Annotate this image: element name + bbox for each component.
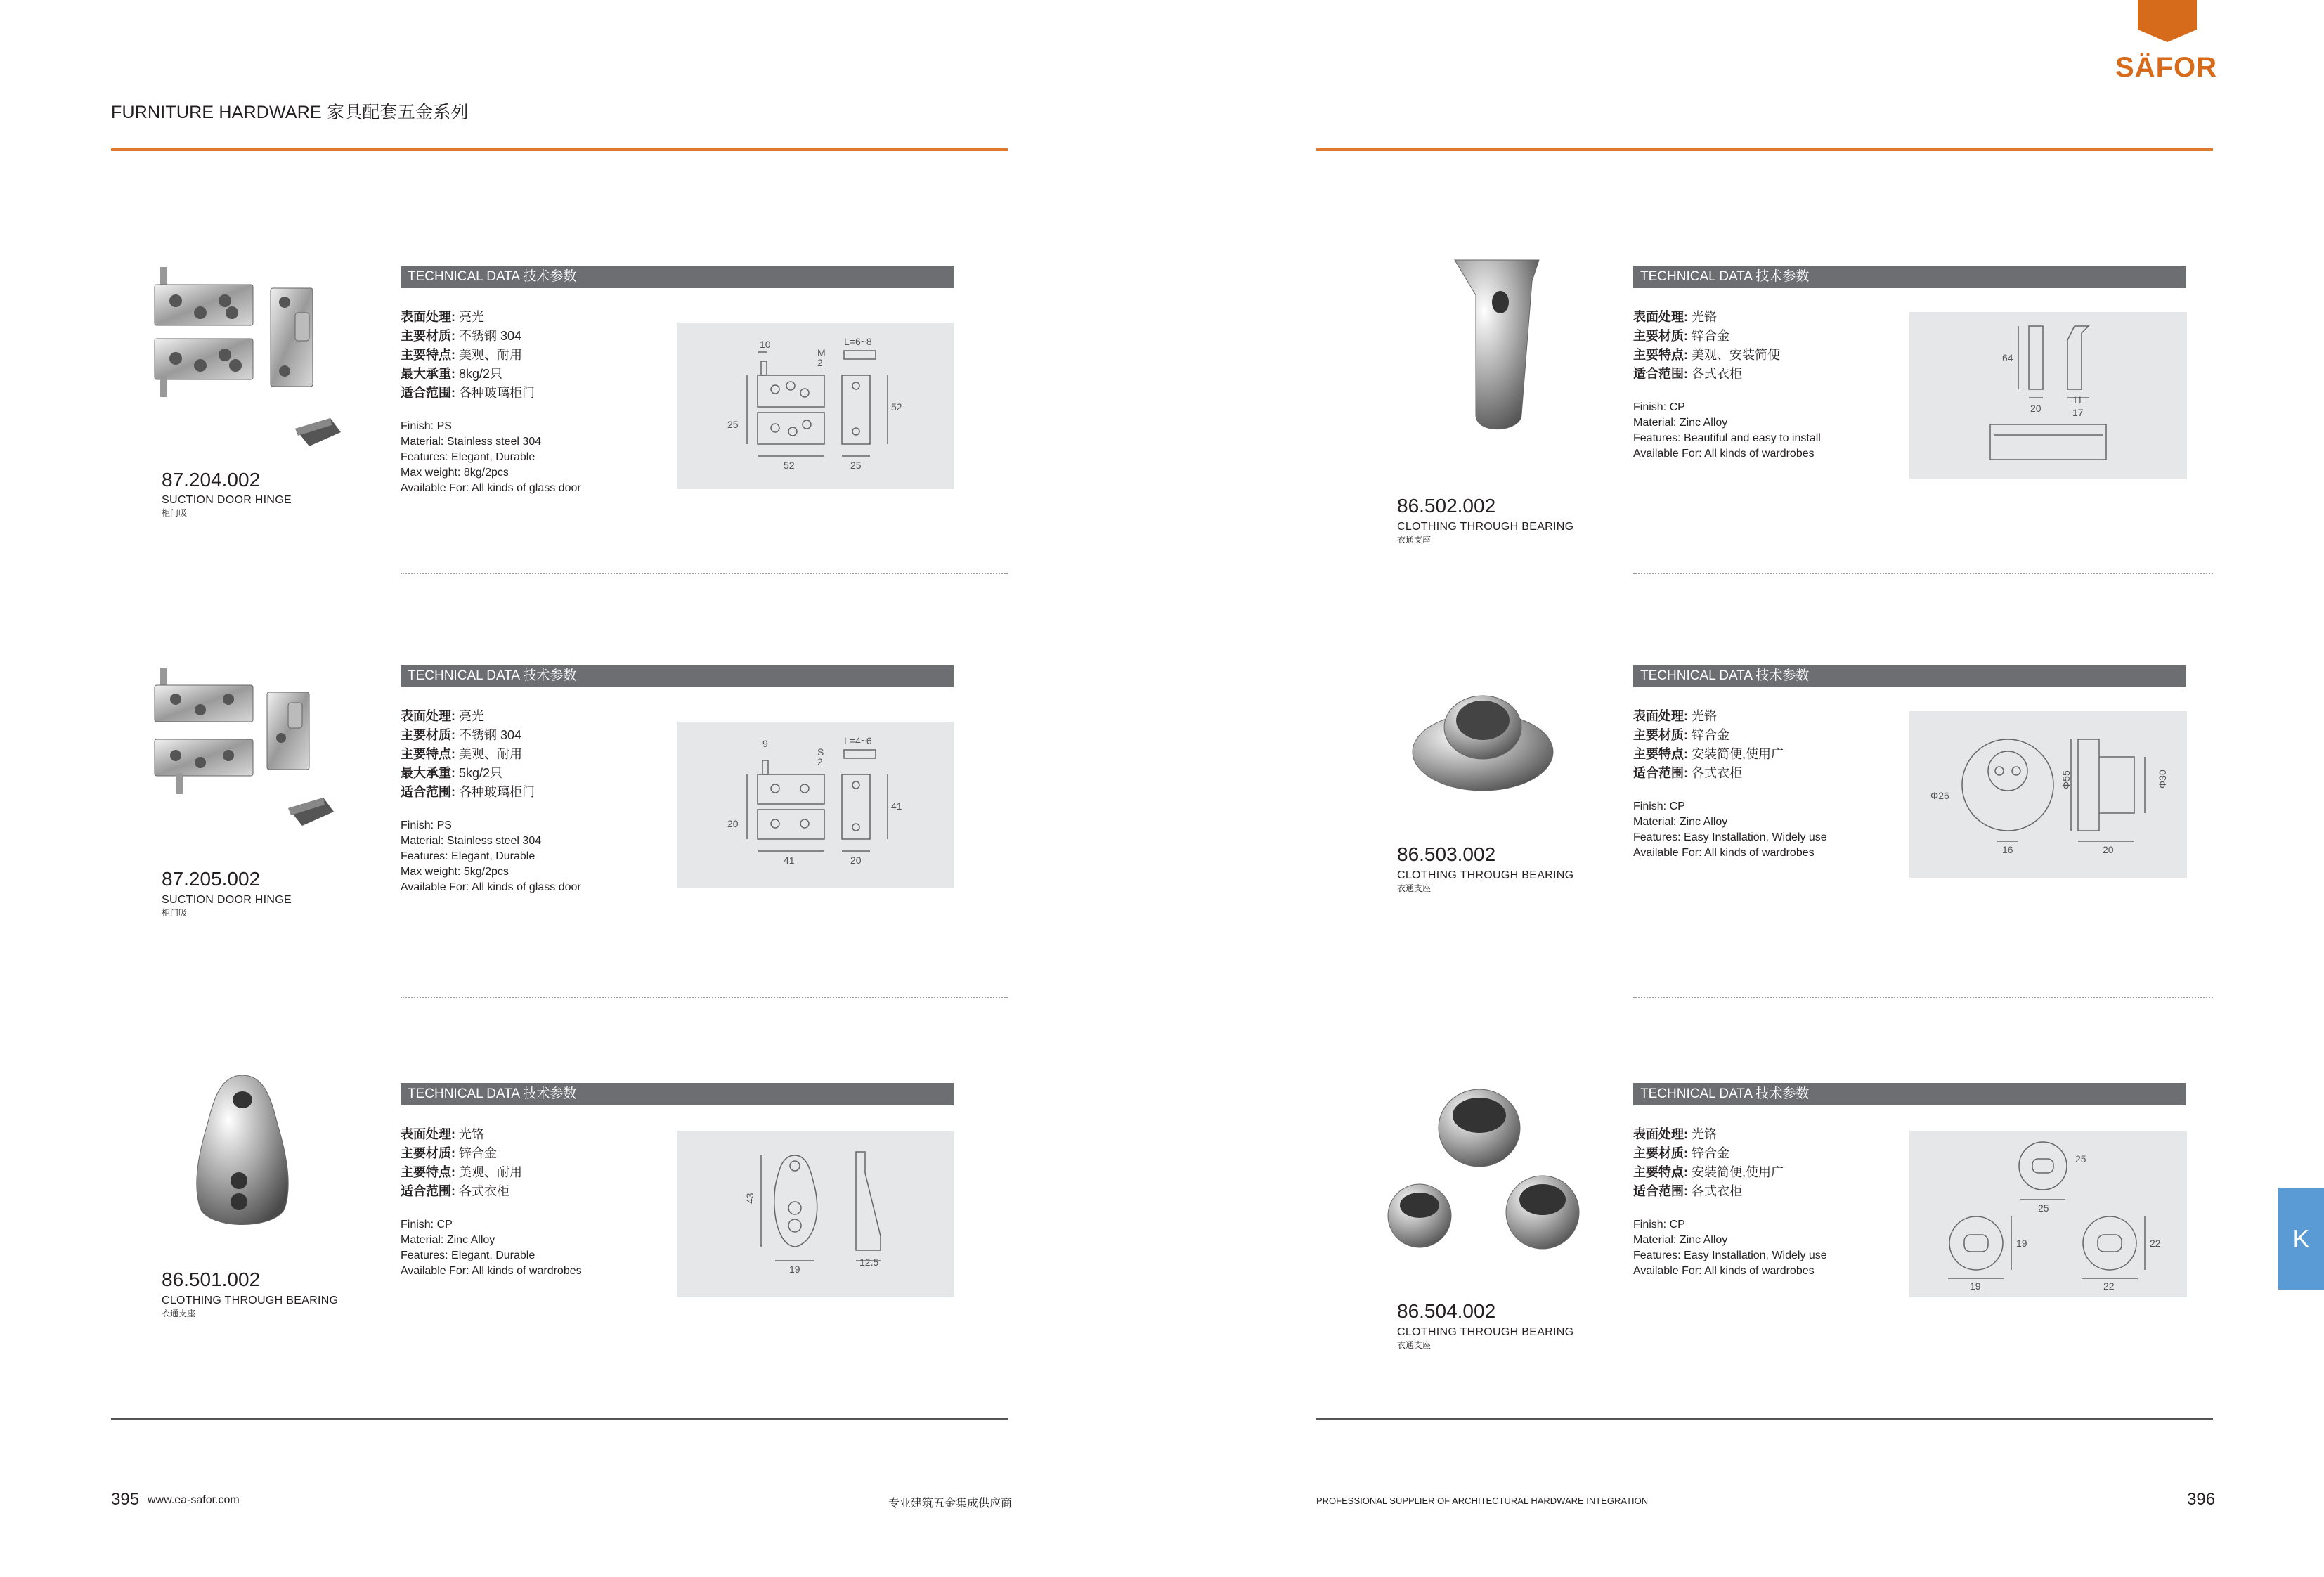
- spec-cn-list: 表面处理: 亮光 主要材质: 不锈钢 304 主要特点: 美观、耐用 最大承重: 5kg/2只 适合范围: 各种玻璃柜门: [401, 709, 535, 799]
- clothing-bearing-image: [1409, 685, 1557, 798]
- tech-data-header: TECHNICAL DATA 技术参数: [1633, 1083, 2186, 1105]
- svg-text:20: 20: [2103, 844, 2114, 855]
- svg-text:19: 19: [789, 1264, 800, 1275]
- svg-text:43: 43: [744, 1193, 755, 1204]
- svg-text:Φ30: Φ30: [2157, 770, 2168, 788]
- product-name-cn: 柜门吸: [162, 908, 188, 918]
- product-code: 87.205.002: [162, 868, 261, 890]
- technical-drawing: [1909, 312, 2187, 479]
- svg-text:2: 2: [817, 357, 823, 368]
- svg-text:17: 17: [2072, 407, 2084, 418]
- svg-text:52: 52: [891, 401, 902, 413]
- svg-text:Φ55: Φ55: [2060, 770, 2072, 789]
- svg-text:10: 10: [760, 339, 771, 350]
- page-title: FURNITURE HARDWARE 家具配套五金系列: [111, 103, 469, 122]
- technical-drawing: [677, 722, 954, 888]
- tech-data-header: TECHNICAL DATA 技术参数: [401, 1083, 954, 1105]
- tech-data-header: TECHNICAL DATA 技术参数: [1633, 266, 2186, 288]
- product-code: 86.501.002: [162, 1268, 261, 1290]
- svg-text:12.5: 12.5: [859, 1257, 879, 1268]
- svg-text:20: 20: [727, 818, 739, 829]
- svg-text:22: 22: [2103, 1280, 2115, 1292]
- svg-text:19: 19: [1970, 1280, 1981, 1292]
- clothing-bearing-image: [186, 1068, 299, 1237]
- spec-en-list: Finish: CP Material: Zinc Alloy Features: Easy Installation, Widely use Available For: All kinds of wardrobes: [1633, 800, 1827, 859]
- product-name-cn: 衣通支座: [1397, 535, 1432, 545]
- technical-drawing: [677, 323, 954, 489]
- svg-text:L=4~6: L=4~6: [844, 735, 872, 746]
- divider: [401, 997, 1008, 998]
- svg-text:22: 22: [2150, 1238, 2161, 1249]
- spec-en-list: Finish: CP Material: Zinc Alloy Features: Beautiful and easy to install Available For: All kinds of wardrobes: [1633, 401, 1821, 460]
- product-name: CLOTHING THROUGH BEARING: [162, 1294, 339, 1306]
- product-name-cn: 衣通支座: [1397, 1340, 1432, 1350]
- spec-en-list: Finish: PS Material: Stainless steel 304 Features: Elegant, Durable Max weight: 5kg/2pcs Available For: All kinds of glass door: [401, 819, 581, 893]
- svg-text:16: 16: [2002, 844, 2013, 855]
- product-name: CLOTHING THROUGH BEARING: [1397, 869, 1574, 881]
- footer-rule-left: [111, 1418, 1008, 1420]
- website-link[interactable]: www.ea-safor.com: [148, 1494, 240, 1506]
- technical-drawing: [1909, 1131, 2187, 1297]
- svg-text:M: M: [817, 347, 826, 358]
- suction-door-hinge-image: [148, 661, 351, 864]
- svg-text:Φ26: Φ26: [1930, 790, 1949, 801]
- product-name-cn: 衣通支座: [162, 1309, 196, 1318]
- product-name-cn: 柜门吸: [162, 508, 188, 518]
- product-name: CLOTHING THROUGH BEARING: [1397, 1326, 1574, 1338]
- section-tab[interactable]: K: [2278, 1188, 2324, 1290]
- header-rule-right: [1316, 148, 2213, 151]
- product-name: SUCTION DOOR HINGE: [162, 894, 292, 906]
- svg-text:52: 52: [784, 460, 795, 471]
- svg-text:41: 41: [891, 800, 902, 812]
- product-name: SUCTION DOOR HINGE: [162, 494, 292, 506]
- svg-text:S: S: [817, 746, 824, 758]
- brand-logo: SÄFOR: [2115, 52, 2217, 83]
- spec-en-list: Finish: CP Material: Zinc Alloy Features: Easy Installation, Widely use Available For: All kinds of wardrobes: [1633, 1219, 1827, 1277]
- svg-text:64: 64: [2002, 352, 2013, 363]
- spec-cn-list: 表面处理: 光铬 主要材质: 锌合金 主要特点: 美观、耐用 适合范围: 各式衣柜: [401, 1127, 523, 1198]
- clothing-bearing-image: [1434, 253, 1560, 443]
- spec-en-list: Finish: CP Material: Zinc Alloy Features: Elegant, Durable Available For: All kinds of wardrobes: [401, 1219, 582, 1277]
- brand-badge-icon: [2138, 0, 2197, 42]
- footer-rule-right: [1316, 1418, 2213, 1420]
- suction-door-hinge-image: [148, 260, 351, 464]
- svg-text:L=6~8: L=6~8: [844, 336, 872, 347]
- spec-en-list: Finish: PS Material: Stainless steel 304 Features: Elegant, Durable Max weight: 8kg/2pcs Available For: All kinds of glass door: [401, 420, 581, 494]
- footer-tagline-cn: 专业建筑五金集成供应商: [888, 1498, 1013, 1510]
- page-number-left: 395: [111, 1490, 140, 1509]
- spec-cn-list: 表面处理: 光铬 主要材质: 锌合金 主要特点: 安装简便,使用广 适合范围: 各式衣柜: [1633, 709, 1784, 780]
- header-rule-left: [111, 148, 1008, 151]
- product-code: 86.504.002: [1397, 1300, 1496, 1322]
- tech-data-header: TECHNICAL DATA 技术参数: [401, 665, 954, 687]
- svg-text:9: 9: [762, 738, 768, 749]
- svg-text:25: 25: [850, 460, 862, 471]
- svg-text:41: 41: [784, 855, 795, 866]
- svg-text:2: 2: [817, 756, 823, 767]
- divider: [401, 573, 1008, 574]
- product-code: 87.204.002: [162, 469, 261, 491]
- svg-text:20: 20: [2030, 403, 2041, 414]
- product-name: CLOTHING THROUGH BEARING: [1397, 521, 1574, 533]
- spec-cn-list: 表面处理: 光铬 主要材质: 锌合金 主要特点: 美观、安装简便 适合范围: 各式衣柜: [1633, 310, 1781, 381]
- spec-cn-list: 表面处理: 亮光 主要材质: 不锈钢 304 主要特点: 美观、耐用 最大承重: 8kg/2只 适合范围: 各种玻璃柜门: [401, 310, 535, 400]
- svg-text:11: 11: [2072, 394, 2083, 405]
- product-code: 86.502.002: [1397, 495, 1496, 517]
- tech-data-header: TECHNICAL DATA 技术参数: [1633, 665, 2186, 687]
- technical-drawing: [1909, 711, 2187, 878]
- divider: [1633, 573, 2213, 574]
- spec-cn-list: 表面处理: 光铬 主要材质: 锌合金 主要特点: 安装简便,使用广 适合范围: 各式衣柜: [1633, 1127, 1784, 1198]
- tech-data-header: TECHNICAL DATA 技术参数: [401, 266, 954, 288]
- svg-text:25: 25: [727, 419, 739, 430]
- product-code: 86.503.002: [1397, 843, 1496, 865]
- technical-drawing: [677, 1131, 954, 1297]
- footer-tagline-en: PROFESSIONAL SUPPLIER OF ARCHITECTURAL HARDWARE INTEGRATION: [1316, 1495, 1649, 1506]
- page-number-right: 396: [2187, 1490, 2216, 1509]
- svg-text:19: 19: [2016, 1238, 2027, 1249]
- svg-text:25: 25: [2038, 1202, 2049, 1214]
- clothing-bearing-image: [1381, 1086, 1585, 1261]
- svg-text:25: 25: [2075, 1153, 2086, 1164]
- product-name-cn: 衣通支座: [1397, 883, 1432, 893]
- divider: [1633, 997, 2213, 998]
- svg-text:20: 20: [850, 855, 862, 866]
